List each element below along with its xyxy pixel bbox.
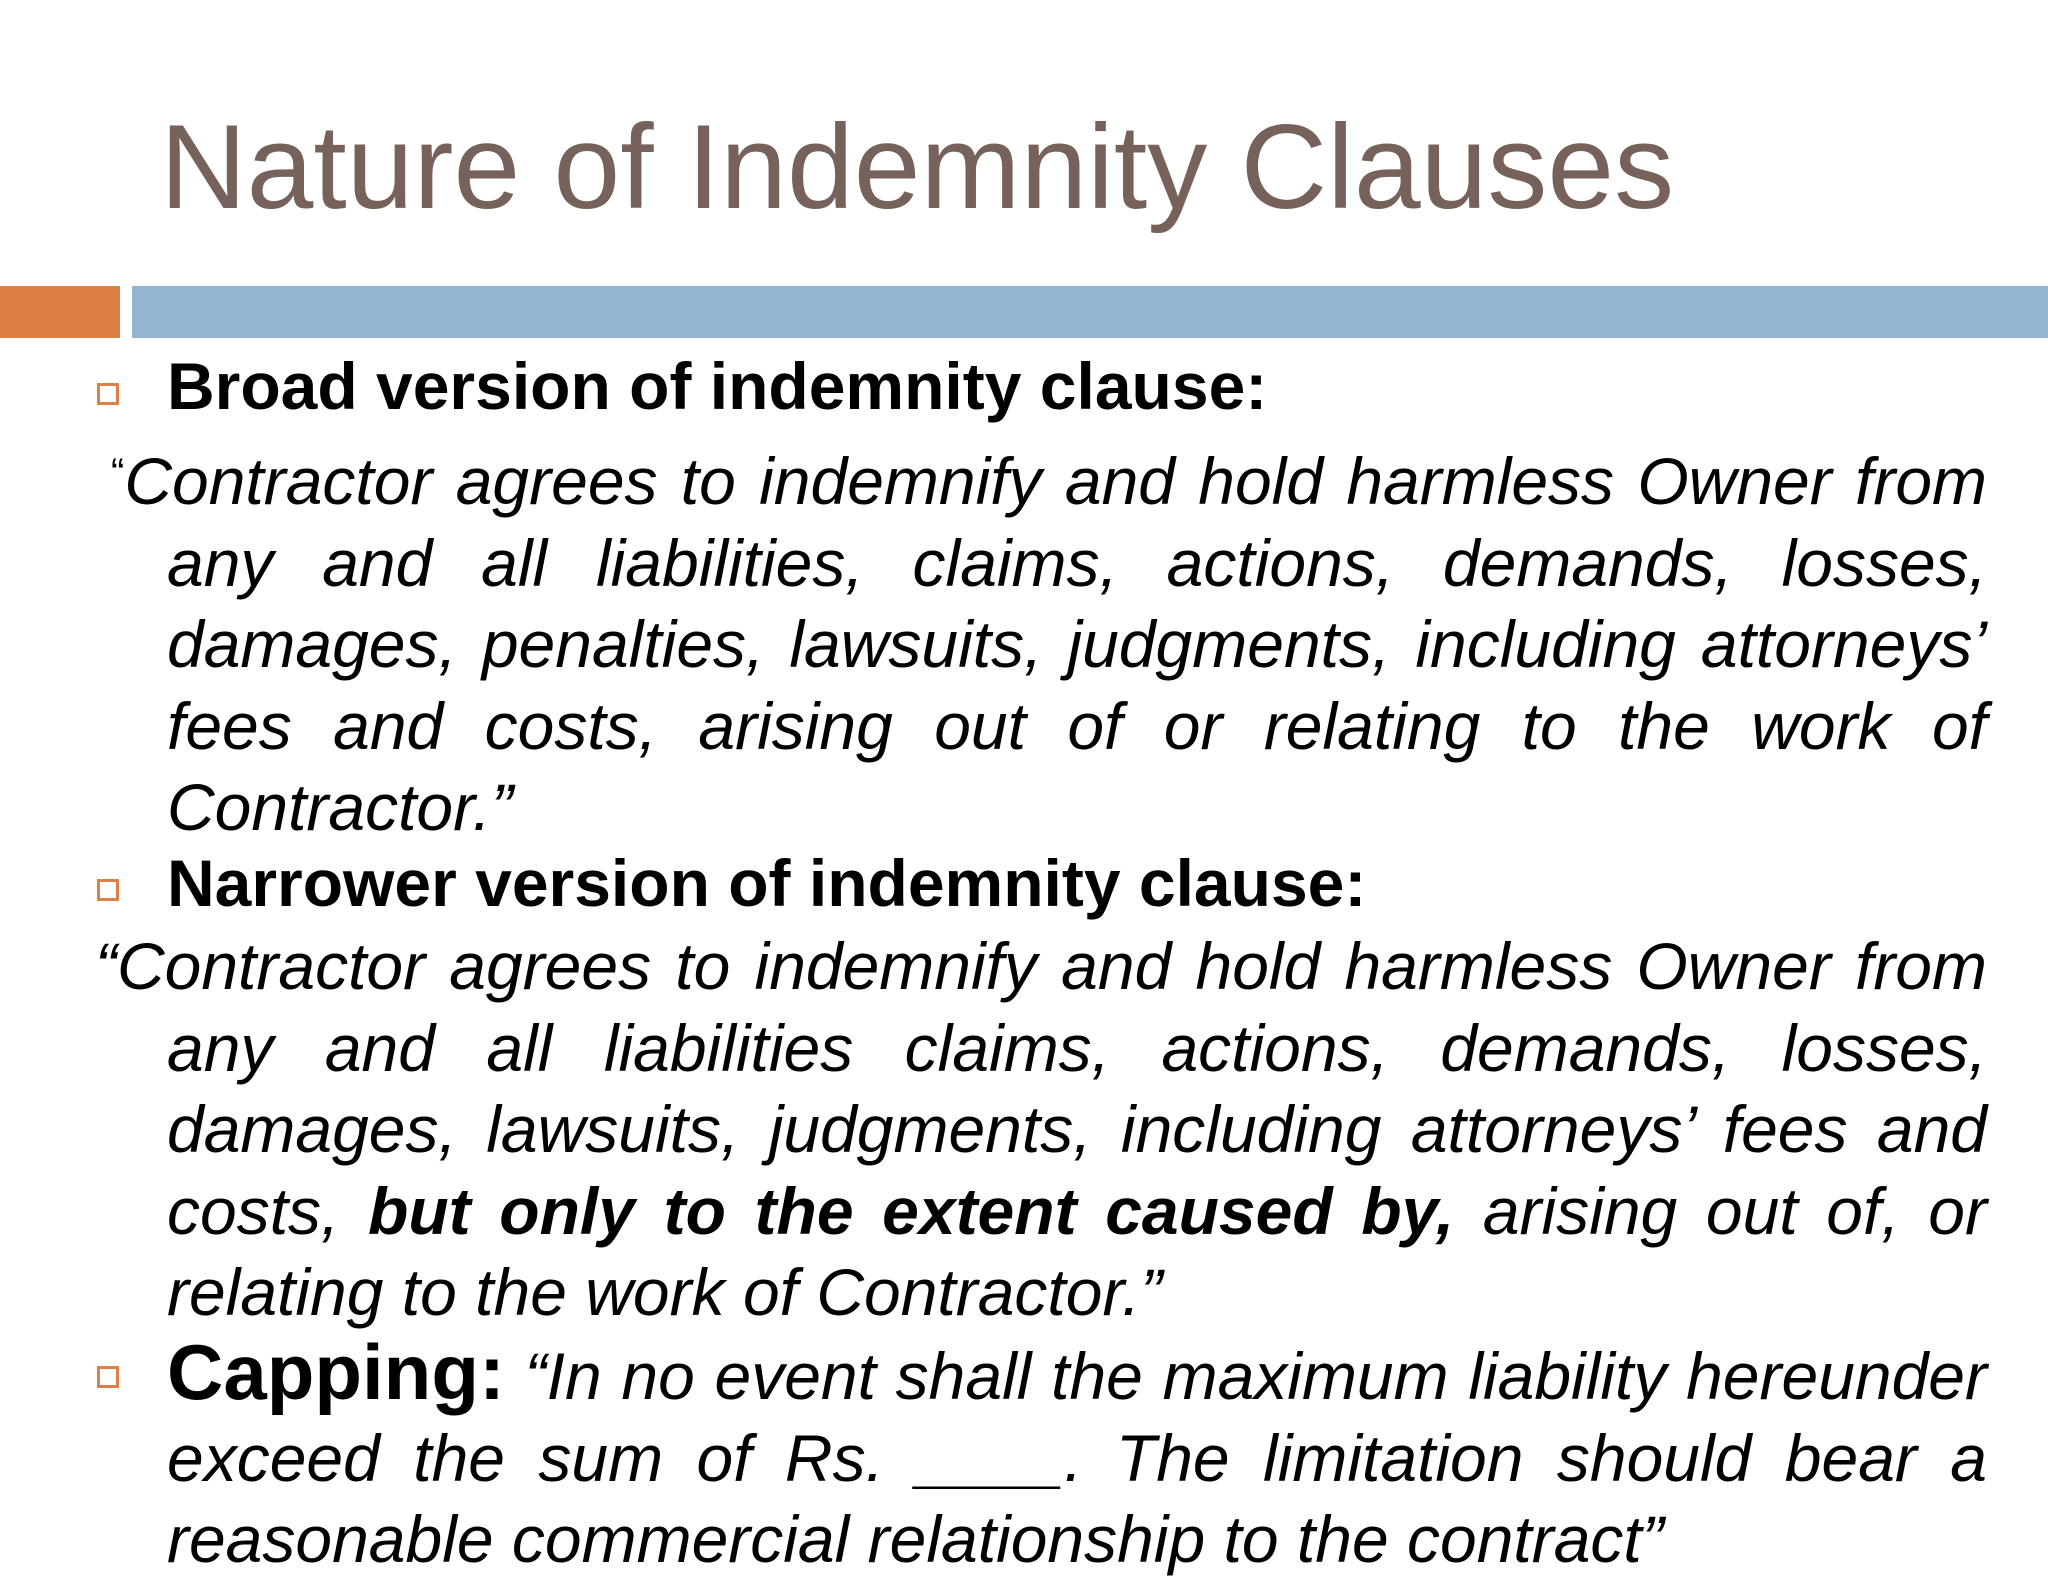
narrower-quote-text-before: “Contractor agrees to indemnify and hold harmless Owner from any and all liabilities claims, actions, demands, losses, damages, lawsuits, judgments, including attorneys’ fees and costs, <box>95 929 1987 1248</box>
broad-version-quote <box>111 433 1987 849</box>
capping-quote: “In no event shall the maximum liability hereunder exceed the sum of Rs. ____. The limitation should bear a reasonable commercial relationship to the contract” <box>167 1339 1987 1576</box>
capping-item <box>167 1328 1987 1581</box>
slide-title: Nature of Indemnity Clauses <box>160 100 1675 234</box>
broad-version-heading: Broad version of indemnity clause: <box>167 349 1268 423</box>
narrower-quote-emphasis: but only to the extent caused by, <box>368 1173 1455 1248</box>
square-bullet-icon <box>97 1366 119 1388</box>
accent-bar-orange <box>0 286 120 338</box>
accent-bar-blue <box>132 286 2048 338</box>
narrower-quote-text-after: arising out of, or relating to the work of Contractor.” <box>167 1173 1987 1329</box>
narrower-version-quote <box>95 926 1987 1334</box>
capping-label: Capping: <box>167 1328 505 1416</box>
square-bullet-icon <box>97 879 119 901</box>
open-quote-mark: “ <box>111 451 125 495</box>
narrower-version-heading: Narrower version of indemnity clause: <box>167 846 1367 920</box>
square-bullet-icon <box>97 383 119 405</box>
broad-version-quote-text: Contractor agrees to indemnify and hold harmless Owner from any and all liabilities, claims, actions, demands, losses, damages, penalties, lawsuits, judgments, including attorneys’ fees and costs, arising out of or relating to the work of Contractor.” <box>124 444 1987 844</box>
